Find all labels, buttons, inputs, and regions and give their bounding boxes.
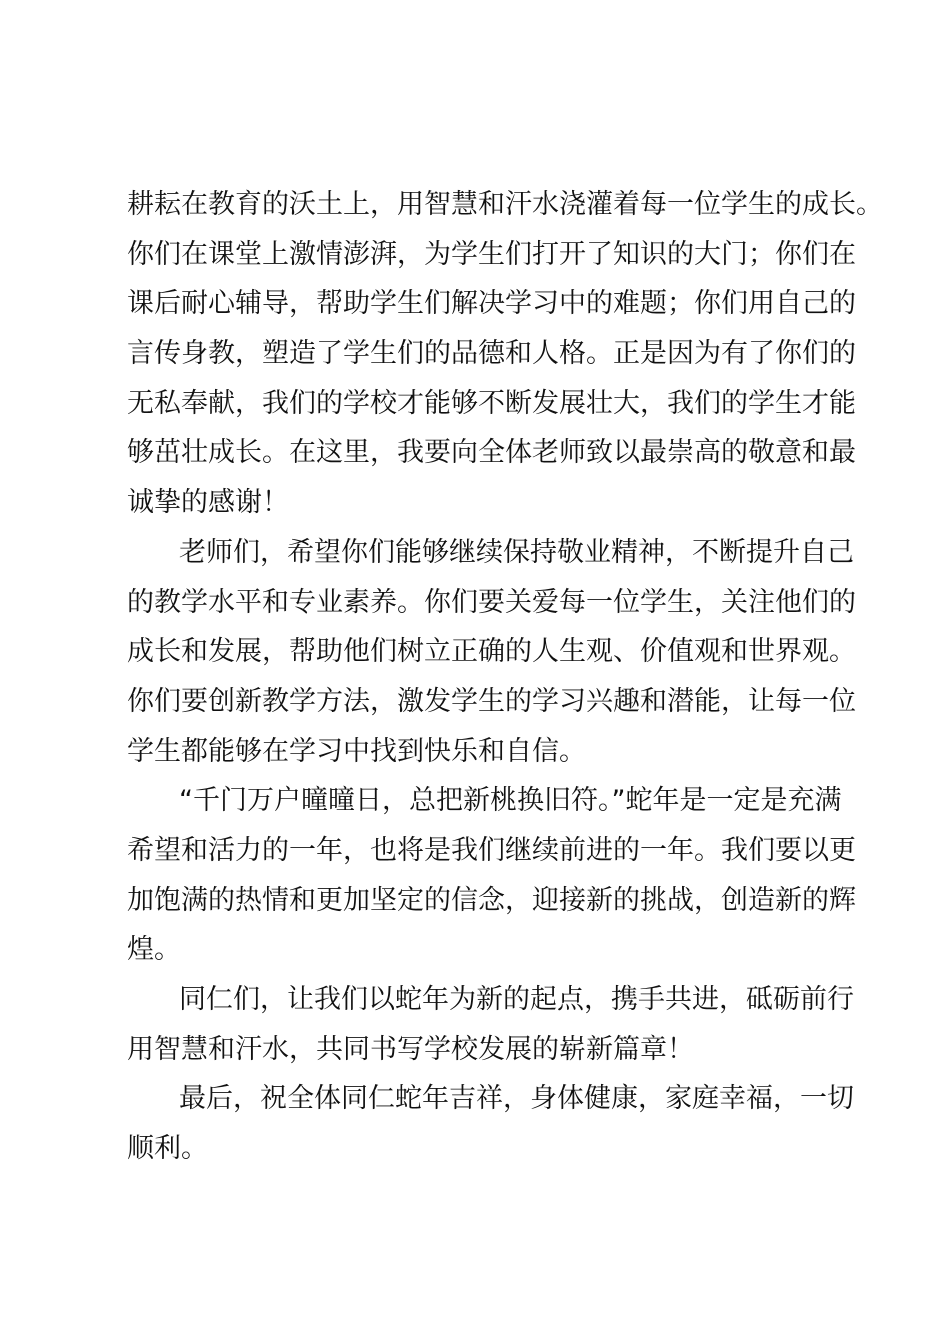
text-line: 顺利。: [127, 1133, 208, 1165]
text-line: 你们要创新教学方法，激发学生的学习兴趣和潜能，让每一位: [127, 685, 856, 717]
text-line: “千门万户曈曈日，总把新桃换旧符。”蛇年是一定是充满: [179, 785, 842, 817]
text-line: 学生都能够在学习中找到快乐和自信。: [127, 735, 586, 767]
text-line: 希望和活力的一年，也将是我们继续前进的一年。我们要以更: [127, 834, 856, 866]
text-line: 无私奉献，我们的学校才能够不断发展壮大，我们的学生才能: [127, 387, 856, 419]
text-line: 课后耐心辅导，帮助学生们解决学习中的难题；你们用自己的: [127, 288, 856, 320]
text-line: 煌。: [127, 934, 181, 966]
paragraph-closing-wishes: [127, 1074, 854, 1173]
text-line: 你们在课堂上激情澎湃，为学生们打开了知识的大门；你们在: [127, 238, 856, 270]
paragraph-teachers-dedication: [127, 180, 883, 528]
paragraph-teachers-hope: [127, 528, 856, 776]
paragraph-new-year: [127, 776, 856, 975]
text-line: 诚挚的感谢！: [127, 487, 289, 519]
text-line: 用智慧和汗水，共同书写学校发展的崭新篇章！: [127, 1033, 694, 1065]
text-line: 成长和发展，帮助他们树立正确的人生观、价值观和世界观。: [127, 636, 856, 668]
body-text: [127, 180, 883, 1174]
text-line: 最后，祝全体同仁蛇年吉祥，身体健康，家庭幸福，一切: [179, 1083, 854, 1115]
text-line: 耕耘在教育的沃土上，用智慧和汗水浇灌着每一位学生的成长。: [127, 189, 883, 220]
text-line: 够茁壮成长。在这里，我要向全体老师致以最崇高的敬意和最: [127, 437, 856, 469]
text-line: 同仁们，让我们以蛇年为新的起点，携手共进，砥砺前行: [179, 984, 854, 1015]
text-line: 老师们，希望你们能够继续保持敬业精神，不断提升自己: [179, 536, 854, 568]
text-line: 的教学水平和专业素养。你们要关爱每一位学生，关注他们的: [127, 586, 856, 618]
paragraph-colleagues: [127, 975, 854, 1074]
text-line: 加饱满的热情和更加坚定的信念，迎接新的挑战，创造新的辉: [127, 884, 856, 916]
text-line: 言传身教，塑造了学生们的品德和人格。正是因为有了你们的: [127, 338, 856, 370]
